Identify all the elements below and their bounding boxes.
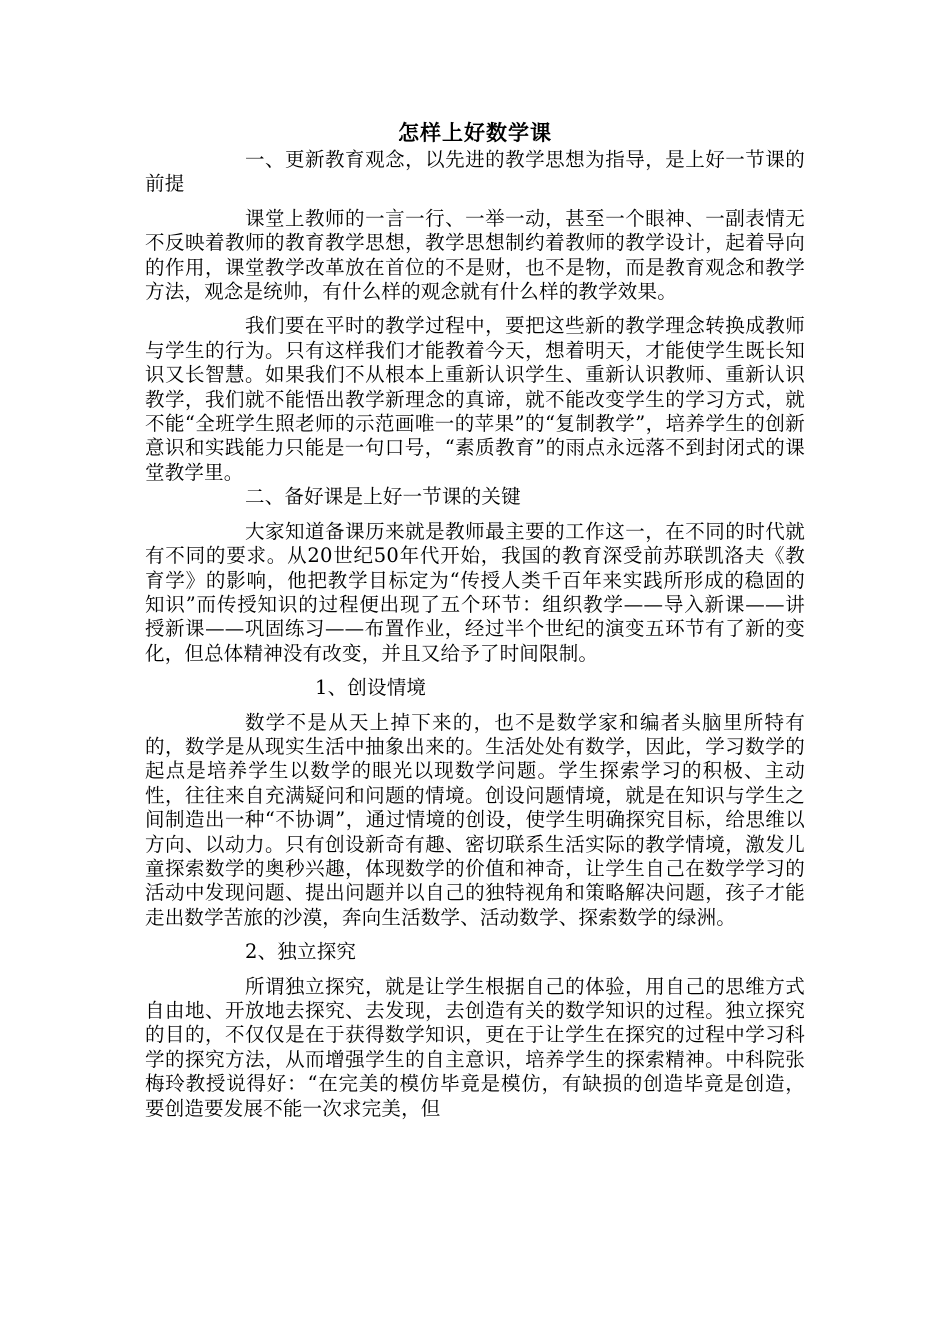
section-heading-2: 二、备好课是上好一节课的关键 <box>245 485 521 509</box>
paragraph: 数学不是从天上掉下来的，也不是数学家和编者头脑里所特有的，数学是从现实生活中抽象出来的。生活处处有数学，因此，学习数学的起点是培养学生以数学的眼光以现数学问题。学生探索学习的积极、主动性，往往来自充满疑问和问题的情境。创设问题情境，就是在知识与学生之间制造出一种“不协调”，通过情境的创设，使学生明确探究目标，给思维以方向、以动力。只有创设新奇有趣、密切联系生活实际的教学情境，激发儿童探索数学的奥秒兴趣，体现数学的价值和神奇，让学生自己在数学学习的活动中发现问题、提出问题并以自己的独特视角和策略解决问题，孩子才能走出数学苦旅的沙漠，奔向生活数学、活动数学、探索数学的绿洲。 <box>145 710 805 929</box>
paragraph: 课堂上教师的一言一行、一举一动，甚至一个眼神、一副表情无不反映着教师的教育教学思想，教学思想制约着教师的教学设计，起着导向的作用，课堂教学改革放在首位的不是财，也不是物，而是教育观念和教学方法，观念是统帅，有什么样的观念就有什么样的教学效果。 <box>145 206 805 304</box>
paragraph: 所谓独立探究，就是让学生根据自己的体验，用自己的思维方式自由地、开放地去探究、去发现，去创造有关的数学知识的过程。独立探究的目的，不仅仅是在于获得数学知识，更在于让学生在探究的过程中学习科学的探究方法，从而增强学生的自主意识，培养学生的探索精神。中科院张梅玲教授说得好：“在完美的模仿毕竟是模仿，有缺损的创造毕竟是创造，要创造要发展不能一次求完美，但 <box>145 974 805 1120</box>
paragraph: 我们要在平时的教学过程中，要把这些新的教学理念转换成教师与学生的行为。只有这样我们才能教着今天，想着明天，才能使学生既长知识又长智慧。如果我们不从根本上重新认识学生、重新认识教师、重新认识教学，我们就不能悟出教学新理念的真谛，就不能改变学生的学习方式，就不能“全班学生照老师的示范画唯一的苹果”的“复制教学”，培养学生的创新意识和实践能力只能是一句口号，“素质教育”的雨点永远落不到封闭式的课堂教学里。 <box>145 314 805 484</box>
section-heading-1: 一、更新教育观念，以先进的教学思想为指导，是上好一节课的前提 <box>145 148 805 196</box>
paragraph: 大家知道备课历来就是教师最主要的工作这一，在不同的时代就有不同的要求。从20世纪50年代开始，我国的教育深受前苏联凯洛夫《教育学》的影响，他把教学目标定为“传授人类千百年来实践所形成的稳固的知识”而传授知识的过程便出现了五个环节：组织教学——导入新课——讲授新课——巩固练习——布置作业，经过半个世纪的演变五环节有了新的变化，但总体精神没有改变，并且又给予了时间限制。 <box>145 519 805 665</box>
subheading-2: 2、独立探究 <box>245 940 357 964</box>
subheading-1: 1、创设情境 <box>315 676 427 700</box>
document-title: 怎样上好数学课 <box>398 120 552 145</box>
document-body <box>145 118 805 1121</box>
